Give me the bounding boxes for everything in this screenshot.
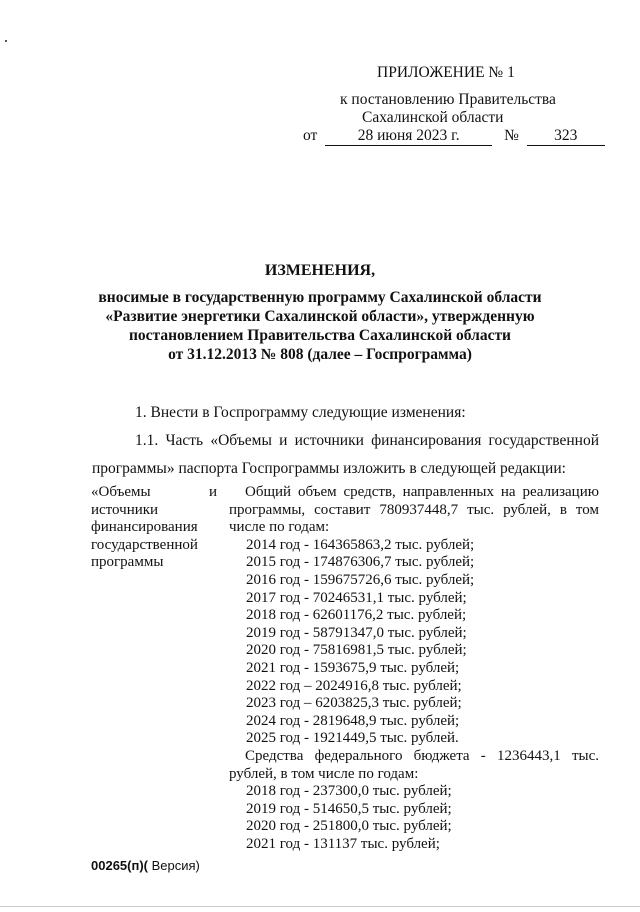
decree-number: 323 [527,127,605,146]
document-footer-code [91,858,200,873]
intro-line-2: программы, составит 780937448,7 тыс. рублей, в том [229,501,599,518]
decree-date: 28 июня 2023 г. [325,127,492,146]
year-total-item: 2014 год - 164365863,2 тыс. рублей; [246,536,475,553]
year-total-item: 2021 год - 1593675,9 тыс. рублей; [246,659,460,676]
scan-mark-left [5,40,7,42]
document-subtitle [0,288,640,364]
appendix-label: ПРИЛОЖЕНИЕ № 1 [377,64,515,81]
year-total-item: 2023 год – 6203825,3 тыс. рублей; [246,695,462,712]
years-total-list [229,537,599,748]
subtitle-line: «Развитие энергетики Сахалинской области», утвержденную [105,308,535,325]
year-federal-item: 2018 год - 237300,0 тыс. рублей; [246,783,452,800]
region-label: Сахалинской области [362,109,504,126]
year-total-item: 2018 год - 62601176,2 тыс. рублей; [246,607,467,624]
intro-line-1: Общий объем средств, направленных на реализацию [245,484,599,500]
number-label: № [504,127,519,144]
year-federal-item: 2021 год - 131137 тыс. рублей; [246,835,440,852]
federal-line-1: Средства федерального бюджета - 1236443,1 тыс. [245,747,599,764]
point-1: 1. Внести в Госпрограмму следующие изменения: [135,404,466,421]
left-column-line: финансирования [91,519,198,535]
point-1-1-line-1: 1.1. Часть «Объемы и источники финансирования государственной [135,432,599,449]
left-column-line: «Объемы и [91,484,217,500]
year-total-item: 2019 год - 58791347,0 тыс. рублей; [246,624,467,641]
passport-left-column [91,484,217,572]
subtitle-line: постановлением Правительства Сахалинской области [128,327,511,344]
passport-right-column [229,484,599,853]
year-total-item: 2016 год - 159675726,6 тыс. рублей; [246,571,475,588]
footer-code: 00265(п)( [91,858,148,873]
year-total-item: 2025 год - 1921449,5 тыс. рублей. [246,730,459,747]
intro-line-3: числе по годам: [229,519,330,536]
from-label: от [303,127,318,144]
federal-line-2: рублей, в том числе по годам: [229,765,419,782]
year-total-item: 2020 год - 75816981,5 тыс. рублей; [246,642,467,659]
subtitle-line: от 31.12.2013 № 808 (далее – Госпрограмма) [168,346,472,363]
to-resolution-label: к постановлению Правительства [340,91,556,108]
left-column-line: программы [91,554,164,570]
left-column-line: источники [91,501,159,518]
years-federal-list [229,783,599,853]
year-total-item: 2024 год - 2819648,9 тыс. рублей; [246,712,460,729]
footer-version: Версия) [148,858,200,873]
subtitle-line: вносимые в государственную программу Сахалинской области [98,289,542,306]
year-total-item: 2015 год - 174876306,7 тыс. рублей; [246,554,475,571]
year-federal-item: 2020 год - 251800,0 тыс. рублей; [246,818,452,835]
scan-mark-bottom [0,906,640,907]
decree-date-line [303,127,605,146]
year-total-item: 2017 год - 70246531,1 тыс. рублей; [246,589,467,606]
year-federal-item: 2019 год - 514650,5 тыс. рублей; [246,800,452,817]
point-1-1-line-2: программы» паспорта Госпрограммы изложить в следующей редакции: [92,460,566,477]
year-total-item: 2022 год – 2024916,8 тыс. рублей; [246,677,462,694]
left-column-line: государственной [91,536,198,553]
document-title: ИЗМЕНЕНИЯ, [264,262,376,279]
